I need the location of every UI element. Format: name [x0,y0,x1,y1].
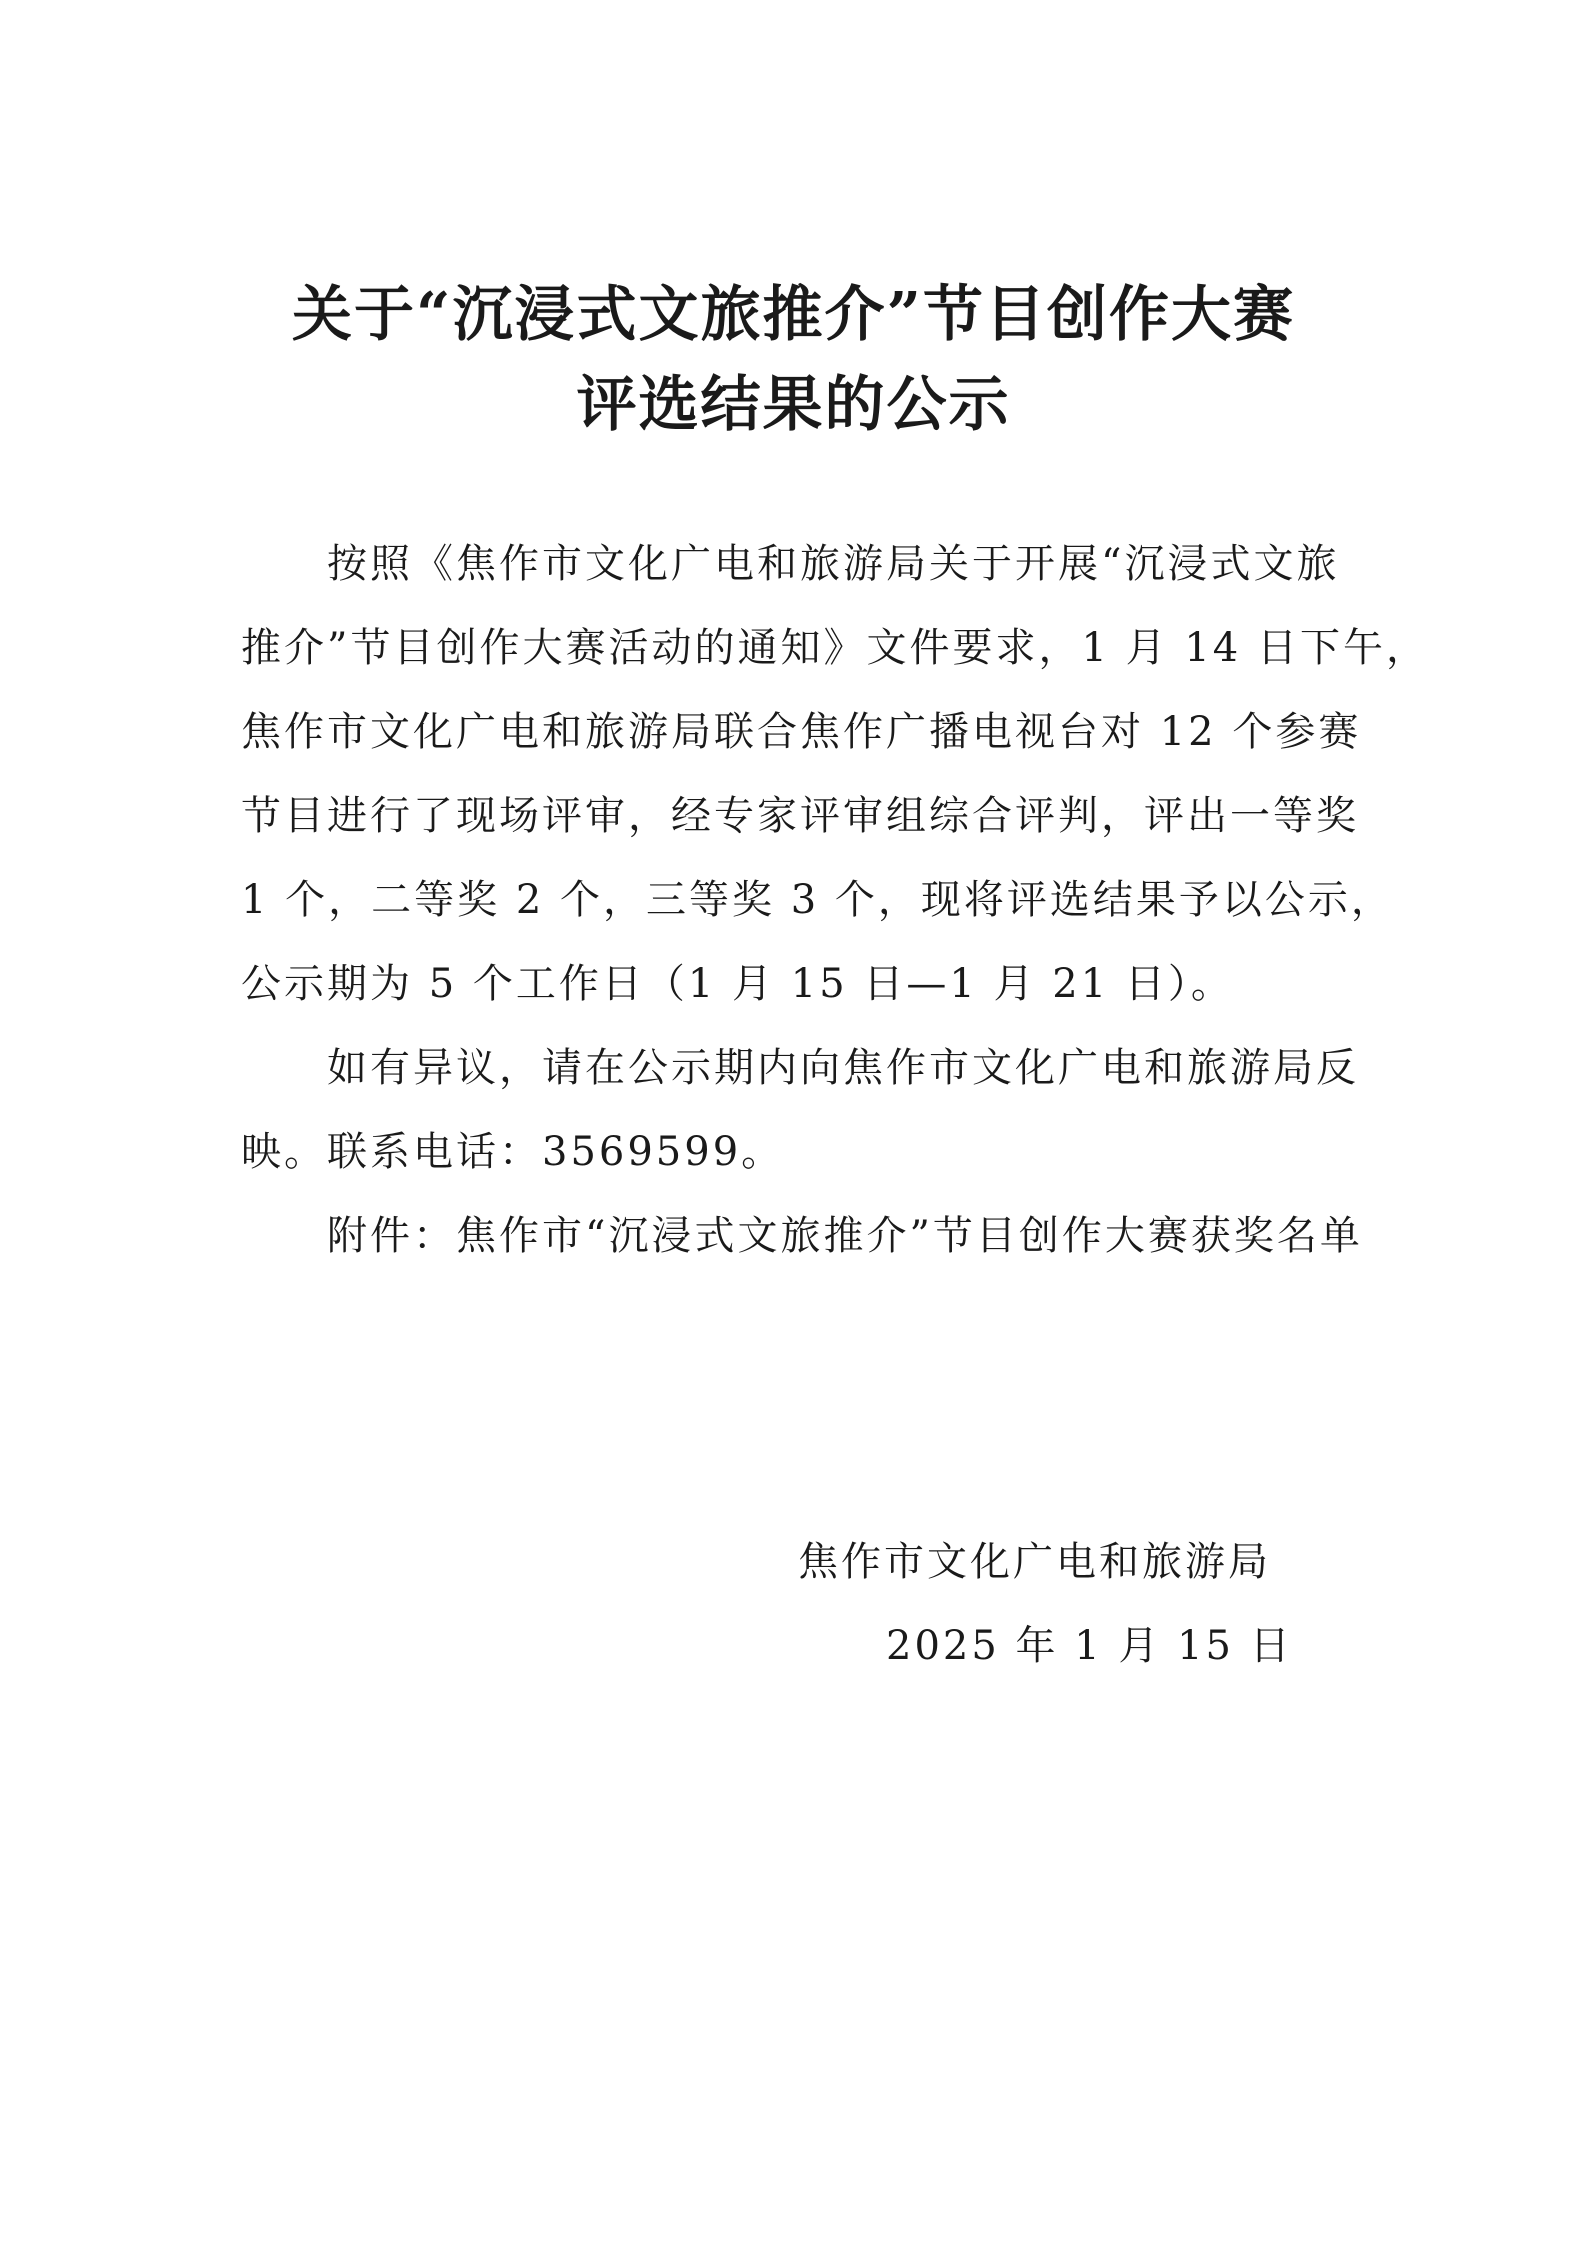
paragraph-line: 推介”节目创作大赛活动的通知》文件要求，1 月 14 日下午， [241,625,1429,671]
paragraph-line: 节目进行了现场评审，经专家评审组综合评判，评出一等奖 [241,793,1359,839]
paragraph-line: 公示期为 5 个工作日（1 月 15 日—1 月 21 日）。 [241,961,1234,1007]
document-title [0,270,1587,450]
paragraph-line: 焦作市文化广电和旅游局联合焦作广播电视台对 12 个参赛 [241,709,1362,755]
signature-organization: 焦作市文化广电和旅游局 [798,1539,1271,1585]
title-line-1: 关于“沉浸式文旅推介”节目创作大赛 [291,280,1296,350]
attachment-line: 附件：焦作市“沉浸式文旅推介”节目创作大赛获奖名单 [327,1213,1363,1259]
title-line-2: 评选结果的公示 [576,370,1011,440]
paragraph-line: 1 个，二等奖 2 个，三等奖 3 个，现将评选结果予以公示， [241,877,1394,923]
paragraph-objection [241,1026,1371,1194]
paragraph-line: 如有异议，请在公示期内向焦作市文化广电和旅游局反 [327,1045,1359,1091]
paragraph-announcement [241,522,1429,1026]
signature-date: 2025 年 1 月 15 日 [886,1623,1293,1669]
document-body [241,522,1429,1278]
attachment-note [241,1194,1371,1278]
paragraph-line: 映。联系电话：3569599。 [241,1129,785,1175]
paragraph-line: 按照《焦作市文化广电和旅游局关于开展“沉浸式文旅 [327,541,1340,587]
